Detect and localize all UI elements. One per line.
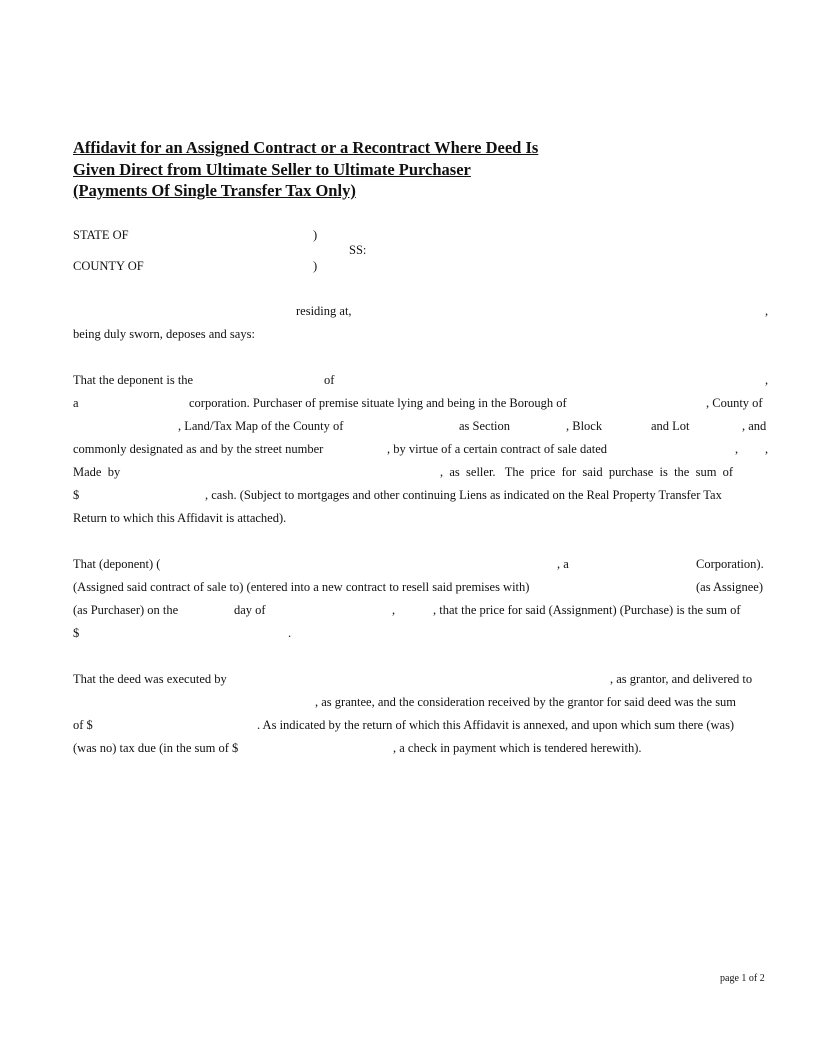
p1-deponent-is: That the deponent is the	[73, 373, 194, 387]
p2-corporation: Corporation).	[696, 557, 764, 571]
p1-street-number: commonly designated as and by the street number	[73, 442, 324, 456]
venue-paren-2: )	[313, 259, 318, 273]
document-title-line-3: (Payments Of Single Transfer Tax Only)	[73, 181, 356, 200]
p1-contract-dated: , by virtue of a certain contract of sale dated	[387, 442, 608, 456]
p1-tax-map: , Land/Tax Map of the County of	[178, 419, 344, 433]
p2-period: .	[288, 626, 292, 640]
venue-paren-1: )	[313, 228, 318, 242]
p1-block: , Block	[566, 419, 603, 433]
p2-assigned: (Assigned said contract of sale to) (entered into a new contract to resell said premises with)	[73, 580, 530, 594]
ss-label: SS:	[349, 243, 367, 257]
p1-as-seller: , as seller. The price for said purchase is the sum of	[440, 465, 734, 479]
p1-lot: and Lot	[651, 419, 690, 433]
p1-a: a	[73, 396, 79, 410]
p2-day-of: day of	[234, 603, 266, 617]
p1-dollar: $	[73, 488, 80, 502]
intro-comma: ,	[765, 304, 769, 318]
p3-as-grantee: , as grantee, and the consideration received by the grantor for said deed was the sum	[315, 695, 737, 709]
p1-corporation-purchaser: corporation. Purchaser of premise situate lying and being in the Borough of	[189, 396, 567, 410]
p2-a: , a	[557, 557, 569, 571]
p2-as-purchaser: (as Purchaser) on the	[73, 603, 179, 617]
state-label: STATE OF	[73, 228, 129, 242]
p1-and: , and	[742, 419, 767, 433]
p1-comma: ,	[765, 373, 769, 387]
p1-date-comma-1: ,	[735, 442, 739, 456]
p2-deponent: That (deponent) (	[73, 557, 161, 571]
p1-section: as Section	[459, 419, 511, 433]
document-title-line-2: Given Direct from Ultimate Seller to Ultimate Purchaser	[73, 160, 471, 179]
p3-as-grantor: , as grantor, and delivered to	[610, 672, 753, 686]
p1-of: of	[324, 373, 335, 387]
p1-date-comma-2: ,	[765, 442, 769, 456]
p3-check-payment: , a check in payment which is tendered herewith).	[393, 741, 642, 755]
p3-as-indicated: . As indicated by the return of which this Affidavit is annexed, and upon which sum there (was)	[257, 718, 735, 732]
p1-made-by: Made by	[73, 465, 121, 479]
p3-deed-executed: That the deed was executed by	[73, 672, 227, 686]
p1-cash: , cash. (Subject to mortgages and other continuing Liens as indicated on the Real Property Transfer Tax	[205, 488, 722, 502]
p2-comma: ,	[392, 603, 396, 617]
sworn-statement: being duly sworn, deposes and says:	[73, 327, 255, 341]
p1-county-of: , County of	[706, 396, 763, 410]
p1-return: Return to which this Affidavit is attached).	[73, 511, 287, 525]
p2-price: , that the price for said (Assignment) (Purchase) is the sum of	[433, 603, 741, 617]
p2-as-assignee: (as Assignee)	[696, 580, 763, 594]
document-title-line-1: Affidavit for an Assigned Contract or a Recontract Where Deed Is	[73, 138, 539, 157]
county-label: COUNTY OF	[73, 259, 144, 273]
page-number: page 1 of 2	[720, 973, 765, 984]
p3-of-dollar: of $	[73, 718, 93, 732]
p2-dollar: $	[73, 626, 80, 640]
residing-at-label: residing at,	[296, 304, 352, 318]
p3-tax-due: (was no) tax due (in the sum of $	[73, 741, 239, 755]
